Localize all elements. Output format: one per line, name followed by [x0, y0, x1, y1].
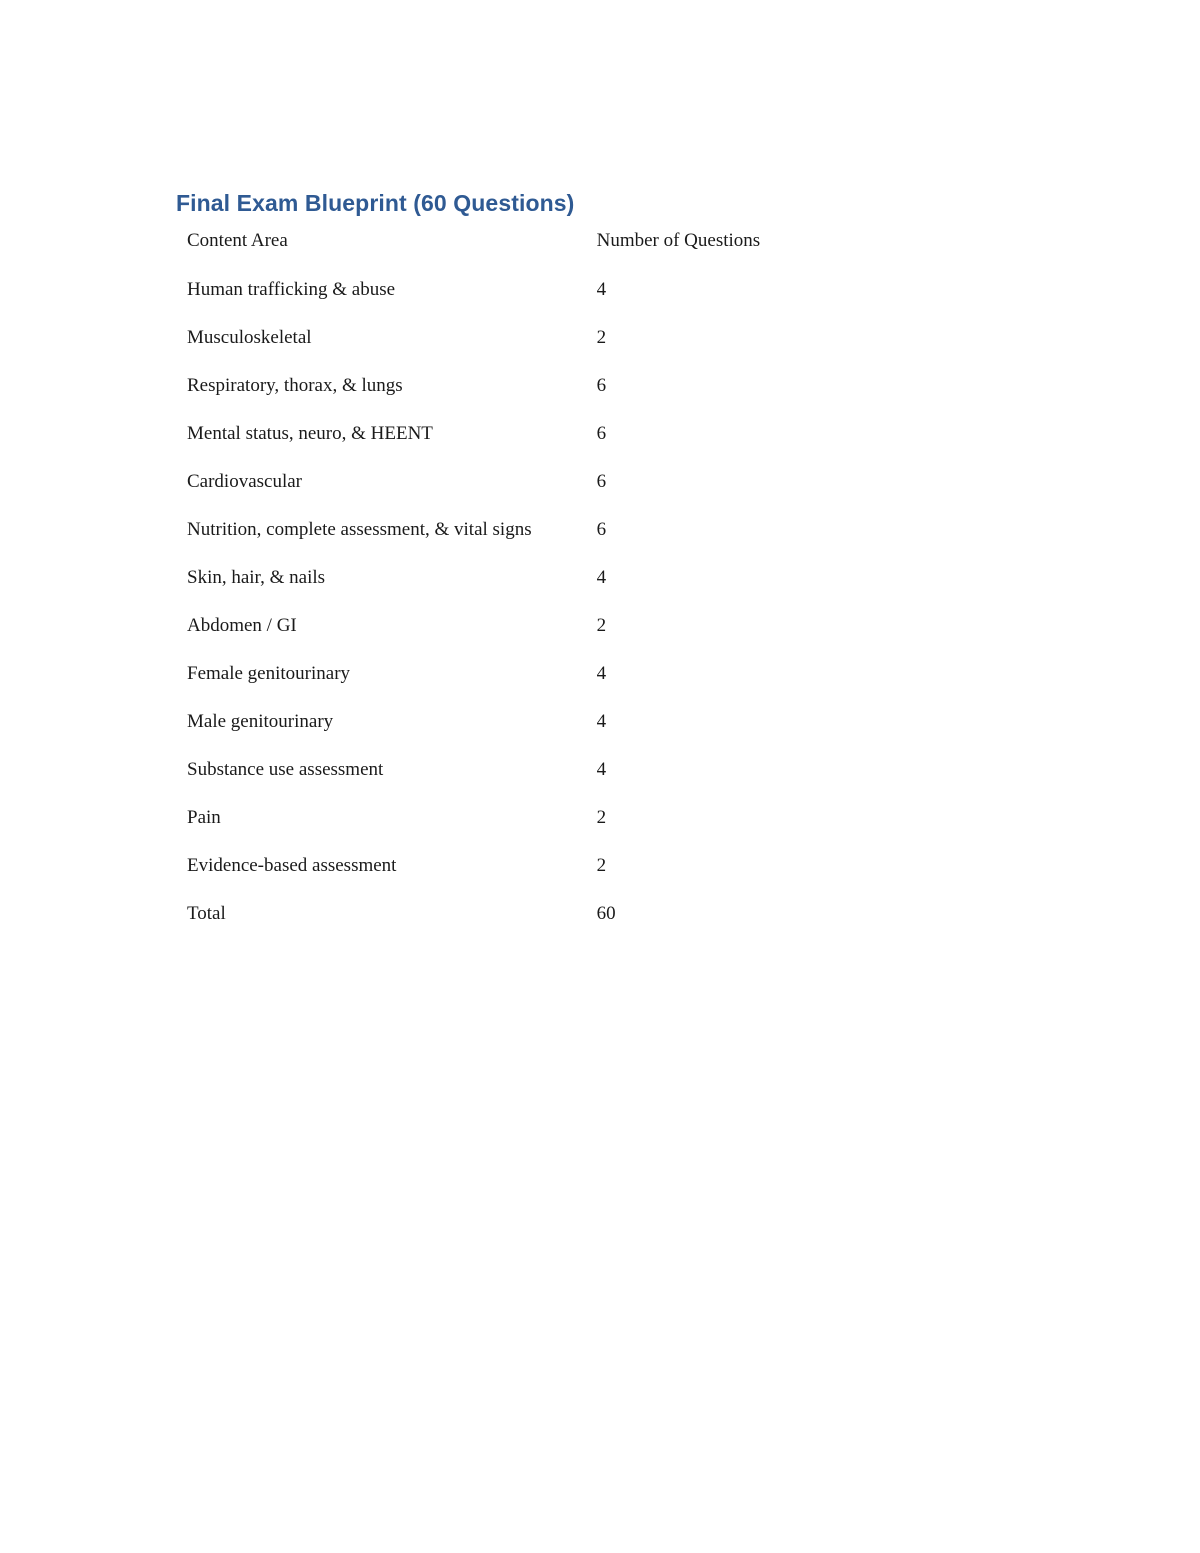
content-area-cell: Mental status, neuro, & HEENT	[187, 423, 433, 444]
table-row	[187, 515, 827, 563]
question-count-cell: 2	[596, 327, 607, 348]
content-area-cell: Female genitourinary	[187, 663, 351, 684]
content-area-cell: Human trafficking & abuse	[187, 279, 396, 300]
table-row	[187, 803, 827, 851]
question-count-cell: 4	[596, 711, 607, 732]
question-count-cell: 4	[596, 567, 607, 588]
table-row	[187, 611, 827, 659]
content-area-header: Content Area	[187, 230, 288, 251]
blueprint-table	[187, 226, 827, 947]
question-count-cell: 2	[596, 855, 607, 876]
question-count-cell: 6	[596, 471, 607, 492]
content-area-cell: Skin, hair, & nails	[187, 567, 326, 588]
total-count: 60	[596, 903, 616, 924]
content-area-cell: Evidence-based assessment	[187, 855, 397, 876]
table-row	[187, 323, 827, 371]
table-row	[187, 275, 827, 323]
table-header	[187, 226, 827, 275]
content-area-cell: Cardiovascular	[187, 471, 303, 492]
content-area-cell: Nutrition, complete assessment, & vital signs	[187, 519, 532, 540]
table-row	[187, 419, 827, 467]
content-area-cell: Male genitourinary	[187, 711, 334, 732]
table-row	[187, 659, 827, 707]
table-body	[187, 275, 827, 947]
question-count-cell: 6	[596, 423, 607, 444]
header-row	[187, 226, 827, 275]
page-title: Final Exam Blueprint (60 Questions)	[176, 190, 575, 216]
question-count-cell: 4	[596, 759, 607, 780]
question-count-cell: 6	[596, 375, 607, 396]
table-row	[187, 467, 827, 515]
question-count-cell: 4	[596, 663, 607, 684]
question-count-cell: 6	[596, 519, 607, 540]
total-row	[187, 899, 827, 947]
total-label: Total	[187, 903, 226, 924]
question-count-cell: 2	[596, 615, 607, 636]
question-count-cell: 2	[596, 807, 607, 828]
number-of-questions-header: Number of Questions	[596, 230, 761, 251]
content-area-cell: Pain	[187, 807, 221, 828]
table-row	[187, 755, 827, 803]
content-area-cell: Respiratory, thorax, & lungs	[187, 375, 403, 396]
content-area-cell: Substance use assessment	[187, 759, 384, 780]
question-count-cell: 4	[596, 279, 607, 300]
table-row	[187, 851, 827, 899]
table-row	[187, 563, 827, 611]
content-area-cell: Musculoskeletal	[187, 327, 312, 348]
table-row	[187, 707, 827, 755]
content-area-cell: Abdomen / GI	[187, 615, 297, 636]
table-row	[187, 371, 827, 419]
